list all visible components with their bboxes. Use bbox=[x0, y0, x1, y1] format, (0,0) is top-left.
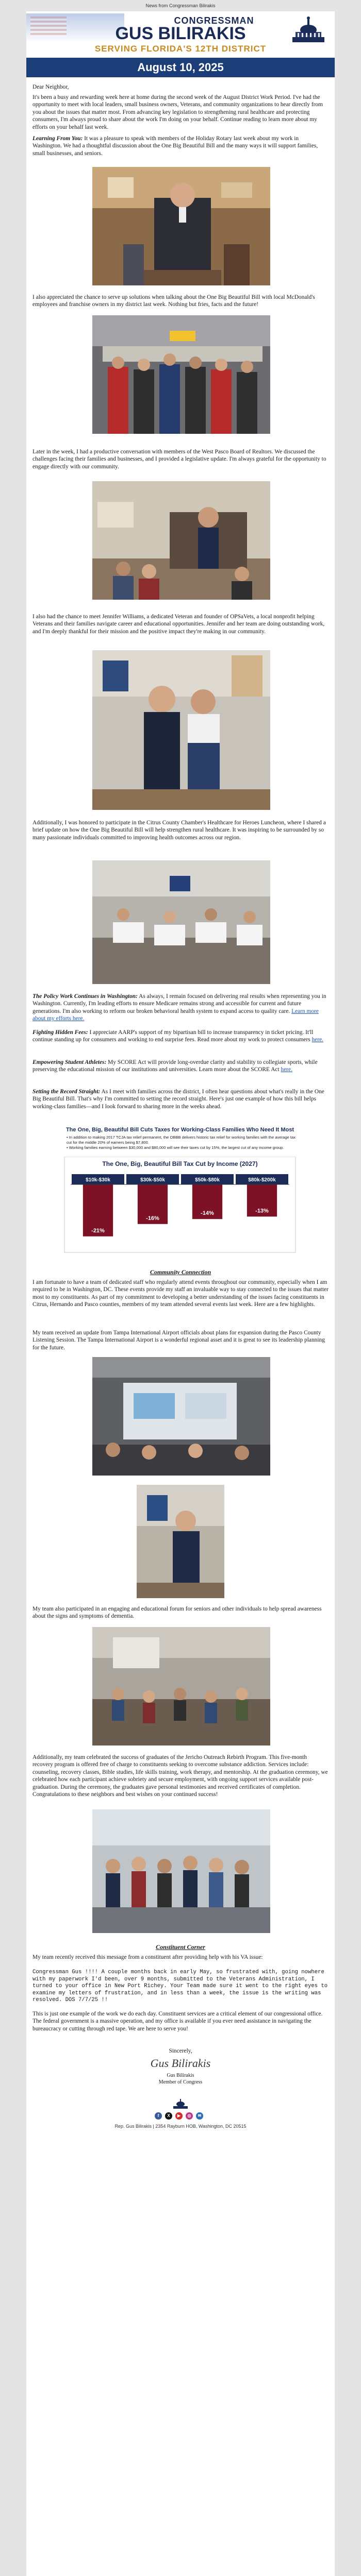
community-p1: I am fortunate to have a team of dedicated staff who regularly attend events throughout our community, especially when I am required to be in Washington, DC. These events provide my staff an invaluable way to stay connected to the issues that matter most to my constituents. As part of my commitment to developing a better understanding of the issues facing constituents in Citrus, Hernando and Pasco counties, members of my team attended several events last week. Here are a few highlights. bbox=[32, 1279, 329, 1308]
learning-text: It was a pleasure to speak with members of the Holiday Rotary last week about my work in Washington. We had a thoughtful discussion about the One Big Beautiful Bill and the many ways it will support families, small businesses, and seniors. bbox=[32, 135, 318, 157]
constituent-title: Constituent Corner bbox=[156, 1943, 205, 1951]
policy-paragraph bbox=[32, 993, 329, 1023]
intro-paragraph: It's been a busy and rewarding week here at home during the second week of the August District Work Period. I've had the opportunity to meet with local leaders, small business owners, Veterans, and community organizations to hear directly from you about the issues that matter most. From advancing key legislation to strengthening rural healthcare and protecting consumers, I'm always proud to share about the work I'm doing on your behalf. Continue reading to learn more about my efforts on your behalf last week. bbox=[32, 94, 323, 130]
community-title: Community Connection bbox=[150, 1268, 211, 1276]
opsavets-paragraph: I also had the chance to meet Jennifer Williams, a dedicated Veteran and founder of OPSaVets, a local nonprofit helping Veterans and their families navigate career and educational opportunities. Jennifer and her team are doing outstanding work, and I'm deeply thankful for their mission and the positive impact they're making in our community. bbox=[32, 614, 325, 635]
community-p2: My team received an update from Tampa International Airport officials about plans for expansion during the Pasco County Listening Session. The Tampa International Airport is a wonderful regional asset and it is great to see its leadership planning for the future. bbox=[32, 1330, 325, 1351]
capitol-icon bbox=[288, 14, 329, 45]
photo-jennifer-williams bbox=[92, 650, 270, 810]
chart-bullet-1-text: In addition to making 2017 TCJA tax relief permanent, the OBBB delivers historic tax relief for working families with the average tax cut for the middle 20% of earners being $7,800. bbox=[67, 1135, 296, 1145]
signature-graphic: Gus Bilirakis bbox=[150, 2057, 211, 2070]
capitol-footer-icon bbox=[172, 2098, 189, 2109]
hidden-fees-title: Fighting Hidden Fees: bbox=[32, 1029, 88, 1036]
photo-holiday-rotary bbox=[92, 167, 270, 285]
youtube-icon[interactable]: ▶ bbox=[175, 2112, 183, 2120]
chart-bullet-2-text: Working families earning between $30,000 and $80,000 will see their taxes cut by 15%, the largest cut of any income group. bbox=[69, 1145, 284, 1150]
newsletter-card bbox=[26, 11, 335, 2576]
policy-text: As always, I remain focused on delivering real results when representing you in Washington. Currently, I'm leading efforts to ensure Medicare remains strong and accessible for current and future generations. I'm also working to reform our broken behavioral health system to expand access to quality care. bbox=[32, 993, 326, 1014]
masthead bbox=[26, 11, 335, 57]
tax-chart-svg bbox=[59, 1157, 301, 1255]
footer bbox=[26, 2098, 335, 2134]
chart-category-label: $30k-$50k bbox=[140, 1177, 165, 1183]
policy-learn-more-link[interactable]: Learn more about my efforts here. bbox=[32, 1008, 319, 1022]
healthcare-paragraph: Additionally, I was honored to participate in the Citrus County Chamber's Healthcare for Heroes Luncheon, where I shared a brief update on how the One Big Beautiful Bill will help strengthen rural healthcare. It was inspiring to be surrounded by so many passionate individuals committed to improving health outcomes across our region. bbox=[32, 820, 326, 841]
photo-dementia-forum bbox=[137, 1485, 224, 1598]
tax-cut-chart bbox=[59, 1127, 301, 1256]
date-banner: August 10, 2025 bbox=[26, 58, 335, 77]
footer-address: Rep. Gus Bilirakis | 2354 Rayburn HOB, Washington, DC 20515 bbox=[114, 2124, 247, 2129]
chart-category-label: $10k-$30k bbox=[86, 1177, 110, 1183]
chart-bullet-2: • Working families earning between $30,000 and $80,000 will see their taxes cut by 15%, the largest cut of any income group. bbox=[67, 1145, 284, 1150]
chart-category-label: $50k-$80k bbox=[195, 1177, 220, 1183]
hidden-fees-link[interactable]: here. bbox=[311, 1037, 324, 1043]
constituent-intro: My team recently received this message from a constituent after providing help with his VA issue: bbox=[32, 1954, 263, 1960]
policy-title: The Policy Work Continues in Washington: bbox=[32, 993, 138, 999]
mcdonalds-paragraph: I also appreciated the chance to serve up solutions when talking about the One Big Beautiful Bill with local McDonald's employees and franchise owners in my district last week. Nothing but fries, facts and the future! bbox=[32, 294, 315, 308]
community-p3: My team also participated in an engaging and educational forum for seniors and other individuals to help spread awareness about the signs and symptoms of dementia. bbox=[32, 1606, 322, 1620]
chart-value-label: -13% bbox=[255, 1208, 269, 1214]
chart-value-label: -16% bbox=[146, 1215, 159, 1222]
score-act-link[interactable]: here. bbox=[281, 1066, 292, 1073]
learning-heading: Learning From You: bbox=[32, 135, 83, 142]
preheader: News from Congressman Bilirakis bbox=[145, 3, 216, 8]
chart-headline: The One, Big, Beautiful Bill Cuts Taxes for Working-Class Families Who Need It Most bbox=[65, 1127, 294, 1133]
chart-value-label: -21% bbox=[91, 1227, 105, 1234]
record-title: Setting the Record Straight: bbox=[32, 1089, 101, 1095]
photo-healthcare-heroes bbox=[92, 860, 270, 984]
masthead-district: SERVING FLORIDA'S 12TH DISTRICT bbox=[94, 44, 267, 54]
realtors-paragraph: Later in the week, I had a productive conversation with members of the West Pasco Board of Realtors. We discussed the challenges facing their families and businesses, and I provided a legislative update. I'm always grateful for the opportunity to engage directly with our community. bbox=[32, 449, 326, 470]
constituent-quote: Congressman Gus !!!! A couple months back in early May, so frustrated with, going nowhere with my paperwork I'd been, over 9 months, submitted to the Veterans Administration, I turned to your office in New Port Richey. Your Team made sure it went to the right eyes to examine my letters of frustration, and in less than a week, the issue is the writing was resolved. DOS 7/7/25 !! bbox=[32, 1969, 328, 2004]
photo-tampa-airport bbox=[92, 1357, 270, 1476]
chart-value-label: -14% bbox=[201, 1210, 214, 1217]
constituent-outro: This is just one example of the work we do each day. Constituent services are a critical element of our congressional office. The federal government is a massive operation, and my office is available if you ever need assistance in navigating the bureaucracy or cutting through red tape. We are here to serve you! bbox=[32, 2011, 323, 2032]
signoff-title: Member of Congress bbox=[158, 2079, 203, 2085]
greeting: Dear Neighbor, bbox=[32, 84, 69, 90]
signoff-name: Gus Bilirakis bbox=[167, 2073, 194, 2078]
score-act-text: My SCORE Act will provide long-overdue clarity and stability to collegiate sports, while preserving the educational mission of our institutions and universities. Learn more about the SCORE Act bbox=[32, 1059, 318, 1073]
hidden-fees-paragraph bbox=[32, 1029, 329, 1044]
photo-graduation bbox=[92, 1809, 270, 1933]
community-p4: Additionally, my team celebrated the success of graduates of the Jericho Outreach Rebirth Program. This five-month recovery program is offered free of charge to constituents seeking to overcome substance addiction. Services include: counseling, recovery classes, Bible studies, life skills training, work therapy, and mentorship. At the graduation ceremony, we celebrated how each participant achieve sobriety and secure employment, with ongoing support services available post-graduation. During the ceremony, the graduates gave personal testimonies and received certificates of completion. Congratulations to these neighbors and best wishes on your continued success! bbox=[32, 1754, 328, 1798]
photo-mcdonalds bbox=[92, 315, 270, 434]
email-icon[interactable]: ✉ bbox=[196, 2112, 203, 2120]
facebook-icon[interactable]: f bbox=[155, 2112, 162, 2120]
record-paragraph bbox=[32, 1088, 329, 1110]
photo-realtors bbox=[92, 481, 270, 600]
twitter-x-icon[interactable]: X bbox=[165, 2112, 172, 2120]
record-text: As I meet with families across the district, I often hear questions about what's really in the One Big Beautiful Bill. That's why I'm committed to setting the record straight. Here's just one example of how this bill helps working-class families—and I look forward to sharing more in the weeks ahead. bbox=[32, 1089, 324, 1110]
hidden-fees-text: I appreciate AARP's support of my bipartisan bill to increase transparency in ticket pricing. It'll continue standing up for consumers and working to end surprise fees. Read more about my work to protect consumers bbox=[32, 1029, 314, 1043]
learning-paragraph bbox=[32, 135, 329, 157]
chart-bullet-1: • In addition to making 2017 TCJA tax relief permanent, the OBBB delivers historic tax relief for working families with the average tax cut for the middle 20% of earners being $7,800. bbox=[67, 1135, 296, 1145]
instagram-icon[interactable]: ◎ bbox=[186, 2112, 193, 2120]
score-act-paragraph bbox=[32, 1059, 329, 1074]
chart-title: The One, Big, Beautiful Bill Tax Cut by Income (2027) bbox=[102, 1160, 258, 1167]
score-act-title: Empowering Student Athletes: bbox=[32, 1059, 107, 1065]
masthead-name: GUS BILIRAKIS bbox=[115, 24, 246, 43]
photo-dementia-audience bbox=[92, 1627, 270, 1745]
masthead-congressman: CONGRESSMAN bbox=[174, 15, 254, 26]
signoff-closing: Sincerely, bbox=[169, 2048, 192, 2054]
chart-category-label: $80k-$200k bbox=[248, 1177, 276, 1183]
